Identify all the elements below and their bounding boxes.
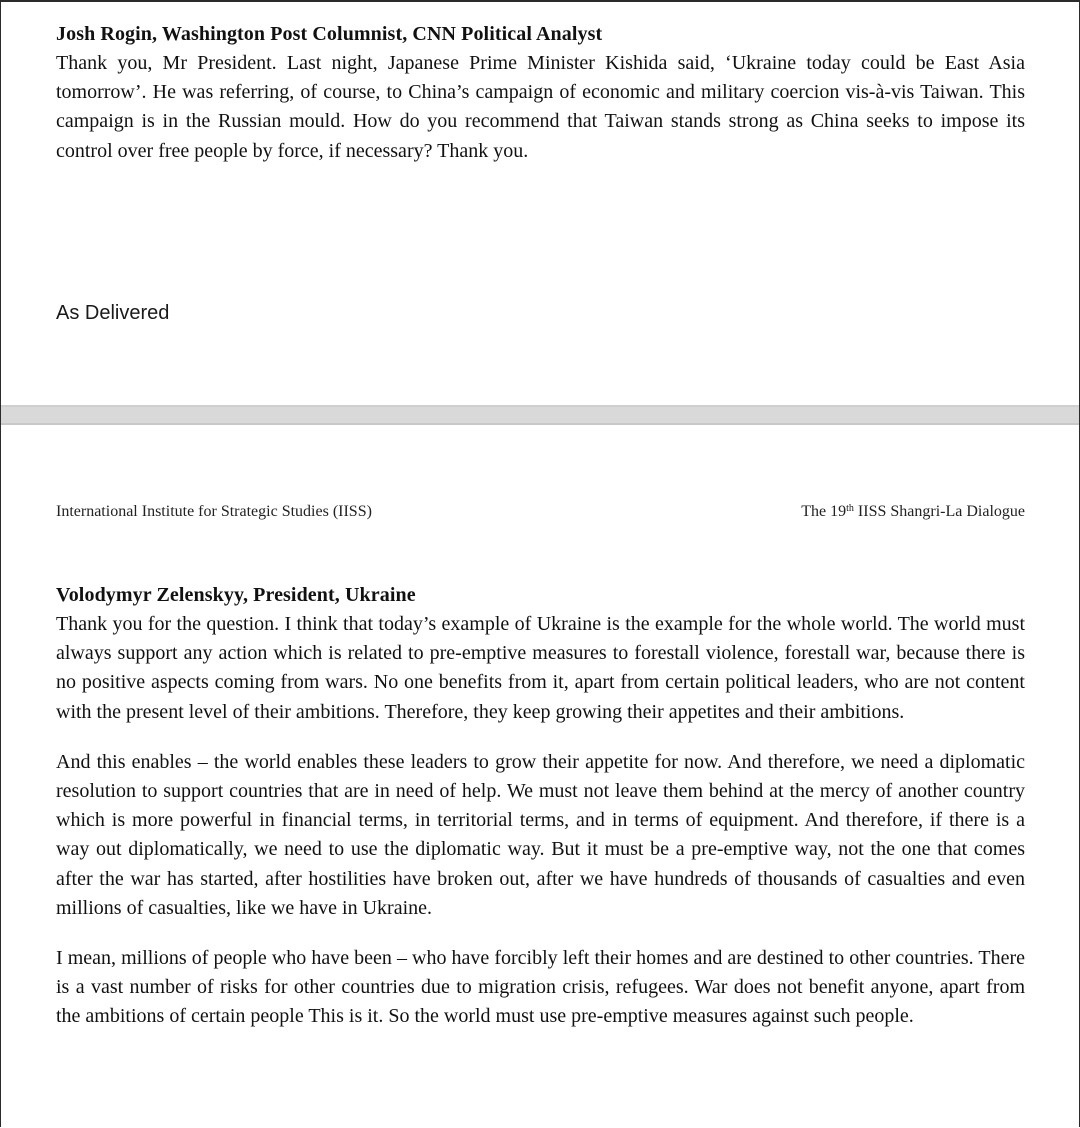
page-2-content — [56, 581, 1025, 1032]
page-1-content — [56, 20, 1025, 166]
header-event-ordinal: th — [846, 503, 854, 514]
page-header — [56, 503, 1025, 521]
header-left-institute: International Institute for Strategic Studies (IISS) — [56, 503, 372, 520]
header-right-event — [801, 503, 1025, 521]
answer-paragraph-3: I mean, millions of people who have been – who have forcibly left their homes and are destined to other countries. There is a vast number of risks for other countries due to migration crisis, refugees. War does not benefit anyone, apart from the ambitions of certain people This is it. So the world must use pre-emptive measures against such people. — [56, 947, 1025, 1028]
header-event-prefix: The 19 — [801, 503, 847, 520]
as-delivered-note: As Delivered — [56, 302, 170, 324]
document-page-2 — [1, 425, 1079, 1128]
speaker-name: Josh Rogin, Washington Post Columnist, CNN Political Analyst — [56, 23, 603, 45]
answer-paragraph-2: And this enables – the world enables these leaders to grow their appetite for now. And therefore, we need a diplomatic resolution to support countries that are in need of help. We must not leave them behind at the mercy of another country which is more powerful in financial terms, in territorial terms, and in terms of equipment. And therefore, if there is a way out diplomatically, we need to use the diplomatic way. But it must be a pre-emptive way, not the one that comes after the war has started, after hostilities have broken out, after we have hundreds of thousands of casualties and even millions of casualties, like we have in Ukraine. — [56, 750, 1025, 919]
speaker-name: Volodymyr Zelenskyy, President, Ukraine — [56, 584, 416, 606]
page-separator — [1, 405, 1079, 425]
document-page-1 — [1, 1, 1079, 406]
header-event-suffix: IISS Shangri-La Dialogue — [853, 503, 1025, 520]
answer-paragraph-1: Thank you for the question. I think that today’s example of Ukraine is the example for the whole world. The world must always support any action which is related to pre-emptive measures to forestall violence, forestall war, because there is no positive aspects coming from wars. No one benefits from it, apart from certain political leaders, who are not content with the present level of their ambitions. Therefore, they keep growing their appetites and their ambitions. — [56, 613, 1025, 723]
question-paragraph: Thank you, Mr President. Last night, Japanese Prime Minister Kishida said, ‘Ukraine today could be East Asia tomorrow’. He was referring, of course, to China’s campaign of economic and military coercion vis-à-vis Taiwan. This campaign is in the Russian mould. How do you recommend that Taiwan stands strong as China seeks to impose its control over free people by force, if necessary? Thank you. — [56, 52, 1025, 162]
